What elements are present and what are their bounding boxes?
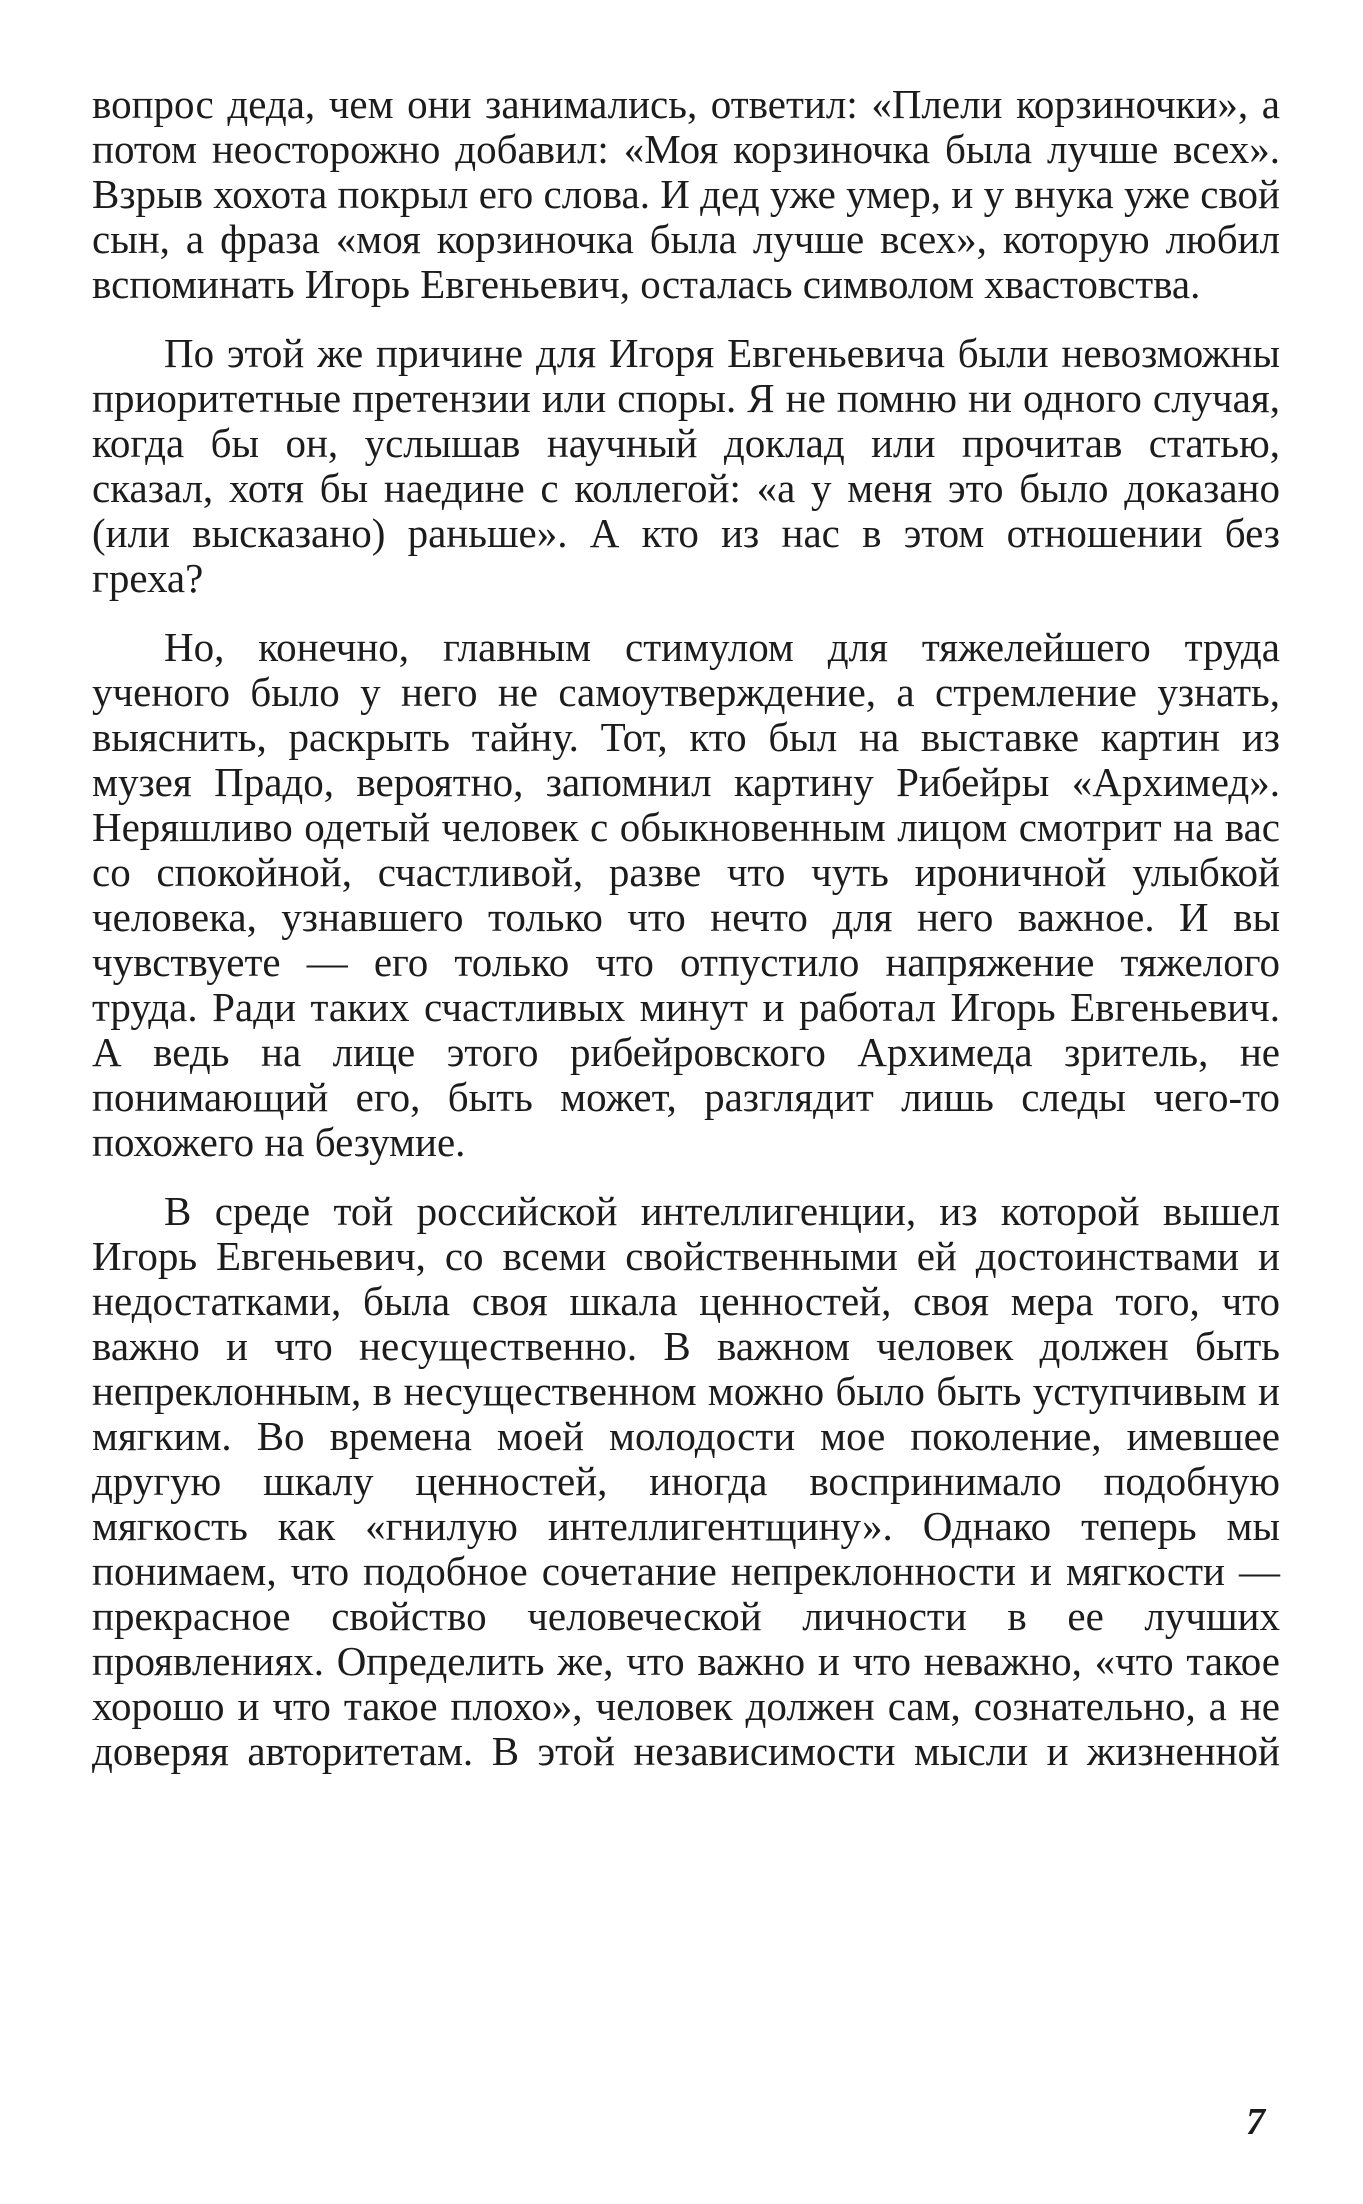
paragraph-archimedes: Но, конечно, главным стимулом для тяжелейшего труда ученого было у него не самоутверждение, а стремление узнать, выяснить, раскрыть тайну. Тот, кто был на выставке картин из музея Прадо, вероятно, запомнил картину Рибейры «Архимед». Неряшливо одетый человек с обыкновенным лицом смотрит на вас со спокойной, счастливой, разве что чуть ироничной улыбкой человека, узнавшего только что нечто для него важное. И вы чувствуете — его только что отпустило напряжение тяжелого труда. Ради таких счастливых минут и работал Игорь Евгеньевич. А ведь на лице этого рибейровского Архимеда зритель, не понимающий его, быть может, разглядит лишь следы чего-то похожего на безумие. — [92, 624, 1280, 1165]
paragraph-intelligentsia: В среде той российской интеллигенции, из которой вышел Игорь Евгеньевич, со всеми свойственными ей достоинствами и недостатками, была своя шкала ценностей, своя мера того, что важно и что несущественно. В важном человек должен быть непреклонным, в несущественном можно было быть уступчивым и мягким. Во времена моей молодости мое поколение, имевшее другую шкалу ценностей, иногда воспринимало подобную мягкость как «гнилую интеллигентщину». Однако теперь мы понимаем, что подобное сочетание непреклонности и мягкости — прекрасное свойство человеческой личности в ее лучших проявлениях. Определить же, что важно и что неважно, «что такое хорошо и что такое плохо», человек должен сам, сознательно, а не доверяя авторитетам. В этой независимости мысли и жизненной — [92, 1188, 1280, 1774]
paragraph-continued: вопрос деда, чем они занимались, ответил: «Плели корзиночки», а потом неосторожно добавил: «Моя корзиночка была лучше всех». Взрыв хохота покрыл его слова. И дед уже умер, и у внука уже свой сын, а фраза «моя корзиночка была лучше всех», которую любил вспоминать Игорь Евгеньевич, осталась символом хвастовства. — [92, 81, 1280, 307]
page-text — [92, 82, 1280, 1798]
page-number: 7 — [1246, 2101, 1265, 2143]
paragraph-priority-disputes: По этой же причине для Игоря Евгеньевича были невозможны приоритетные претензии или споры. Я не помню ни одного случая, когда бы он, услышав научный доклад или прочитав статью, сказал, хотя бы наедине с коллегой: «а у меня это было доказано (или высказано) раньше». А кто из нас в этом отношении без греха? — [92, 330, 1280, 601]
